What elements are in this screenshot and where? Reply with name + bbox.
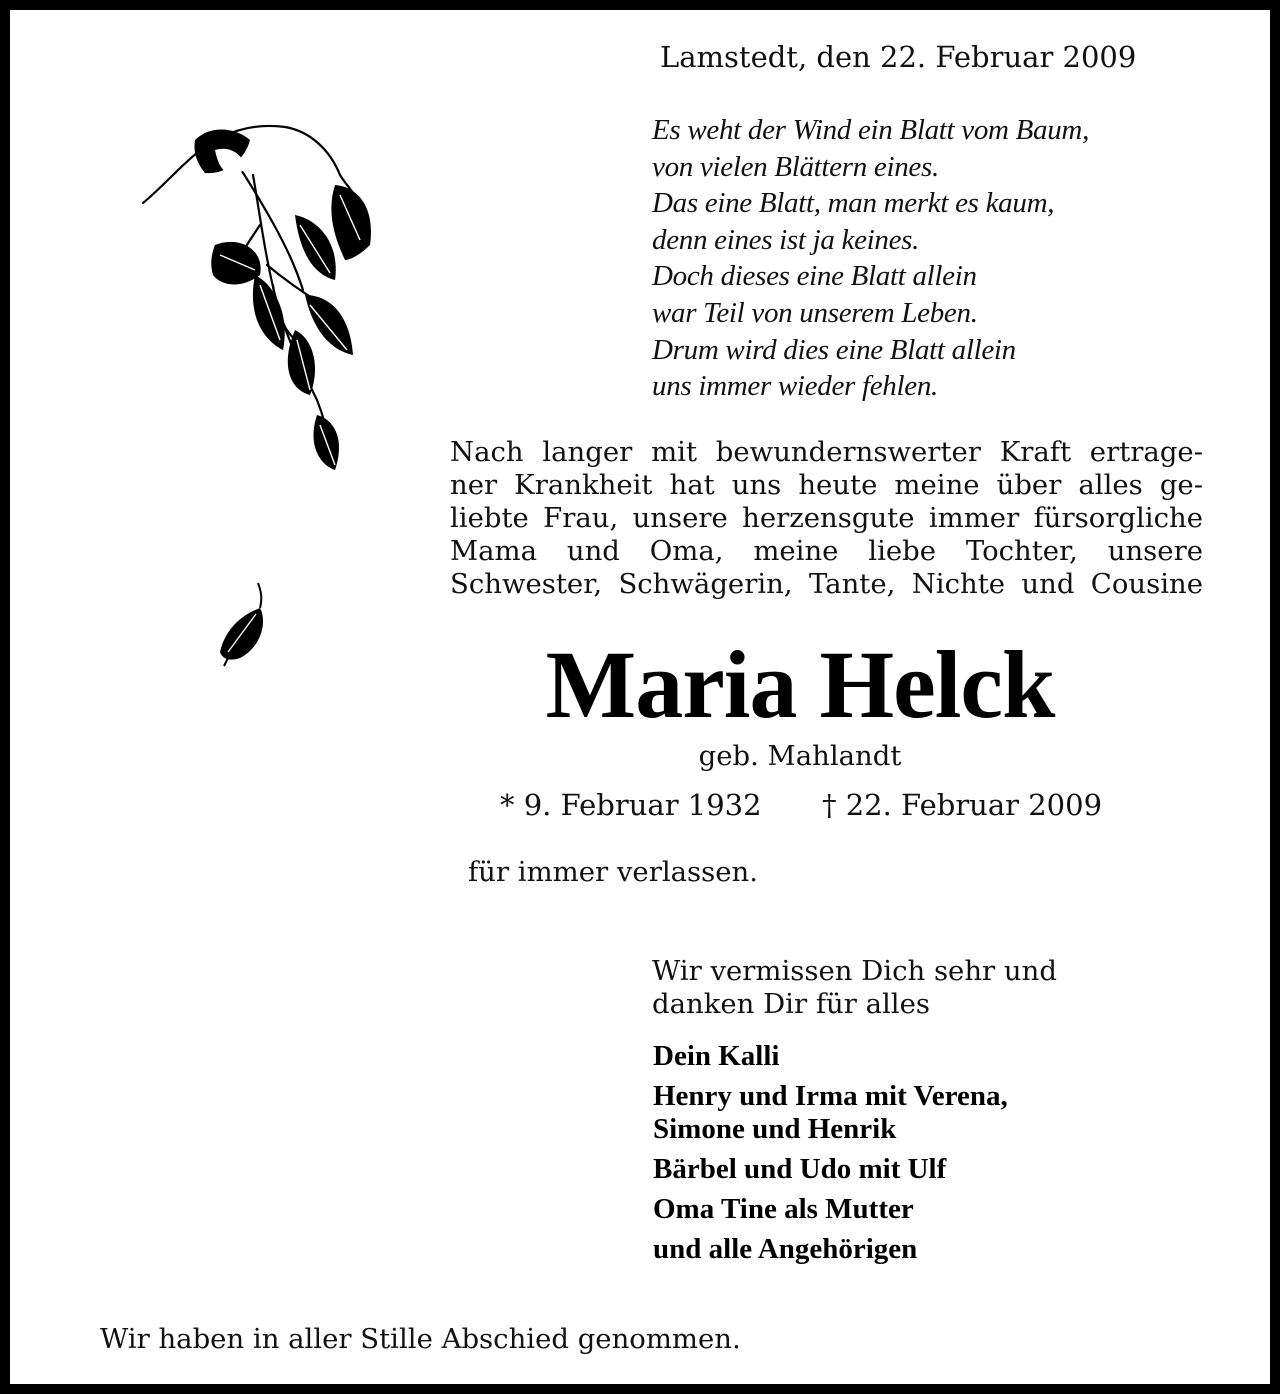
poem-line: Drum wird dies eine Blatt allein xyxy=(652,333,1016,366)
falling-leaf-icon xyxy=(210,578,280,673)
poem-line: denn eines ist ja keines. xyxy=(652,223,920,256)
poem-line: uns immer wieder fehlen. xyxy=(652,370,938,403)
miss-you-text xyxy=(652,955,1057,1021)
left-us-text: für immer verlassen. xyxy=(468,856,758,888)
signer-group xyxy=(653,1153,1008,1186)
poem-line: Es weht der Wind ein Blatt vom Baum, xyxy=(652,114,1090,146)
intro-line: liebte Frau, unsere herzensgute immer fürsorgliche xyxy=(450,502,1203,534)
maiden-name: geb. Mahlandt xyxy=(698,740,902,772)
signer-line: Simone und Henrik xyxy=(653,1113,897,1145)
miss-line: Wir vermissen Dich sehr und xyxy=(652,955,1057,987)
poem-line: war Teil von unserem Leben. xyxy=(652,296,978,329)
intro-line: Schwester, Schwägerin, Tante, Nichte und Cousine xyxy=(450,568,1203,600)
signer-group xyxy=(653,1233,1008,1266)
birch-branch-icon xyxy=(135,115,395,495)
signer-line: und alle Angehörigen xyxy=(653,1233,918,1265)
signer-line: Henry und Irma mit Verena, xyxy=(653,1080,1008,1112)
signer-line: Oma Tine als Mutter xyxy=(653,1193,914,1225)
intro-line: Nach langer mit bewundernswerter Kraft ertrage- xyxy=(450,436,1203,468)
deceased-name: Maria Helck xyxy=(545,631,1055,738)
signer-group xyxy=(653,1193,1008,1226)
intro-line: ner Krankheit hat uns heute meine über alles ge- xyxy=(450,469,1203,501)
signer-group xyxy=(653,1080,1008,1146)
signers xyxy=(653,1040,1008,1273)
poem xyxy=(652,112,1252,405)
farewell-text: Wir haben in aller Stille Abschied genommen. xyxy=(100,1323,741,1355)
poem-line: Doch dieses eine Blatt allein xyxy=(652,260,977,293)
death-date: † 22. Februar 2009 xyxy=(822,788,1103,822)
birth-date: * 9. Februar 1932 xyxy=(500,788,762,822)
intro-line: Mama und Oma, meine liebe Tochter, unsere xyxy=(450,535,1203,567)
signer-line: Bärbel und Udo mit Ulf xyxy=(653,1153,947,1185)
signer-line: Dein Kalli xyxy=(653,1040,780,1072)
poem-line: von vielen Blättern eines. xyxy=(652,150,939,183)
signer-group xyxy=(653,1040,1008,1073)
place-date: Lamstedt, den 22. Februar 2009 xyxy=(660,40,1137,74)
poem-line: Das eine Blatt, man merkt es kaum, xyxy=(652,187,1055,220)
intro-paragraph xyxy=(450,436,1203,601)
miss-line: danken Dir für alles xyxy=(652,988,930,1020)
